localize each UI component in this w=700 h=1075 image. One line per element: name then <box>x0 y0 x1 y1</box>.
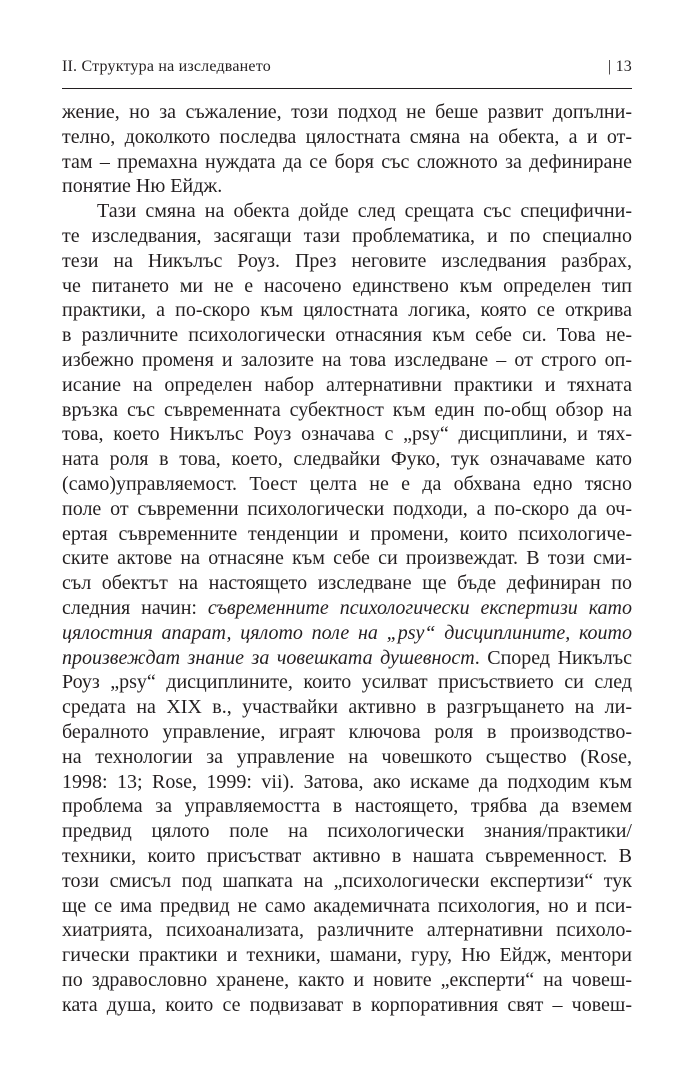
text-line <box>62 174 632 199</box>
text-line <box>62 819 632 844</box>
text-segment: връзка със съвременната субектност към един по-общ обзор на <box>62 398 632 421</box>
text-segment: техники, които присъстват активно в нашата съвременност. В <box>62 844 632 867</box>
text-segment: Тази смяна на обекта дойде след срещата със специфични- <box>97 200 632 223</box>
text-segment: поле от съвременни психологически подходи, а по-скоро да оч- <box>62 497 632 520</box>
text-segment: предвид цялото поле на психологически знания/практики/ <box>62 820 632 843</box>
text-segment: 1998: 13; Rose, 1999: vii). Затова, ако искаме да подходим към <box>62 770 632 793</box>
text-line <box>62 447 632 472</box>
text-line <box>62 497 632 522</box>
text-segment: съл обектът на настоящето изследване ще бъде дефиниран по <box>62 572 632 595</box>
text-line <box>62 348 632 373</box>
text-segment: телно, доколкото последва цялостната смяна на обекта, а и от- <box>62 125 632 148</box>
text-segment: че питането ми не е насочено единствено към определен тип <box>62 274 632 297</box>
text-line <box>62 472 632 497</box>
text-segment: този смисъл под шапката на „психологически експертизи“ тук <box>62 869 632 892</box>
text-segment: ната роля в това, което, следвайки Фуко, тук означаваме като <box>62 448 632 471</box>
text-segment: исание на определен набор алтернативни практики и тяхната <box>62 373 632 396</box>
text-line <box>62 373 632 398</box>
text-segment: те изследвания, засягащи тази проблематика, и по специално <box>62 224 632 247</box>
text-line <box>62 199 632 224</box>
text-segment: средата на XIX в., участвайки активно в разгръщането на ли- <box>62 696 632 719</box>
text-line <box>62 943 632 968</box>
italic-text-segment: цялостния апарат, цялото поле на „psy“ дисциплините, които <box>62 621 632 644</box>
text-line <box>62 422 632 447</box>
text-line <box>62 150 632 175</box>
text-segment: ертая съвременните тенденции и промени, които психологиче- <box>62 522 632 545</box>
text-line <box>62 522 632 547</box>
text-line <box>62 894 632 919</box>
text-line <box>62 745 632 770</box>
text-line <box>62 100 632 125</box>
text-line <box>62 670 632 695</box>
text-segment: гически практики и техники, шамани, гуру, Ню Ейдж, ментори <box>62 944 632 967</box>
text-segment: проблема за управляемостта в настоящето, трябва да вземем <box>62 795 632 818</box>
text-segment: понятие Ню Ейдж. <box>62 175 223 198</box>
text-line <box>62 695 632 720</box>
text-line <box>62 646 632 671</box>
text-segment: на технологии за управление на човешкото същество (Rose, <box>62 745 632 768</box>
text-line <box>62 770 632 795</box>
text-segment: ските актове на отнасяне към себе си произвеждат. В този сми- <box>62 547 632 570</box>
italic-text-segment: съвременните психологически експертизи като <box>207 596 632 619</box>
text-line <box>62 125 632 150</box>
text-line <box>62 323 632 348</box>
body-text <box>62 100 632 1017</box>
text-line <box>62 844 632 869</box>
text-segment: избежно променя и залозите на това изследване – от строго оп- <box>62 348 632 371</box>
page-number: | 13 <box>607 58 632 75</box>
text-line <box>62 993 632 1018</box>
text-line <box>62 571 632 596</box>
text-segment: Роуз „psy“ дисциплините, които усилват присъствието си след <box>62 671 632 694</box>
text-line <box>62 918 632 943</box>
text-segment: в различните психологически отнасяния към себе си. Това не- <box>62 324 632 347</box>
text-line <box>62 398 632 423</box>
chapter-title: II. Структура на изследването <box>62 58 271 75</box>
text-line <box>62 224 632 249</box>
text-segment: . Според Никълъс <box>474 646 632 669</box>
text-line <box>62 869 632 894</box>
text-line <box>62 546 632 571</box>
italic-text-segment: произвеждат знание за човешката душевност <box>62 646 475 669</box>
text-segment: това, което Никълъс Роуз означава с „psy“ дисциплини, и тях- <box>62 423 632 446</box>
running-header <box>62 58 632 82</box>
text-line <box>62 249 632 274</box>
text-line <box>62 794 632 819</box>
text-segment: ще се има предвид не само академичната психология, но и пси- <box>62 894 632 917</box>
text-segment: там – премахна нуждата да се боря със сложното за дефиниране <box>62 150 632 173</box>
text-segment: ката душа, които се подвизават в корпоративния свят – човеш- <box>62 993 632 1016</box>
text-line <box>62 298 632 323</box>
text-segment: хиатрията, психоанализата, различните алтернативни психоло- <box>62 919 632 942</box>
text-line <box>62 968 632 993</box>
text-segment: жение, но за съжаление, този подход не беше развит допълни- <box>62 101 632 123</box>
text-segment: тези на Никълъс Роуз. През неговите изследвания разбрах, <box>62 249 632 272</box>
text-line <box>62 596 632 621</box>
text-segment: (само)управляемост. Тоест целта не е да обхвана едно тясно <box>62 472 632 495</box>
text-segment: по здравословно хранене, както и новите „експерти“ на човеш- <box>62 968 632 991</box>
text-segment: практики, а по-скоро към цялостната логика, която се открива <box>62 299 632 322</box>
text-line <box>62 621 632 646</box>
text-line <box>62 274 632 299</box>
text-line <box>62 720 632 745</box>
text-segment: следния начин: <box>62 596 208 619</box>
text-segment: бералното управление, играят ключова роля в производство- <box>62 720 632 743</box>
header-rule <box>62 88 632 89</box>
